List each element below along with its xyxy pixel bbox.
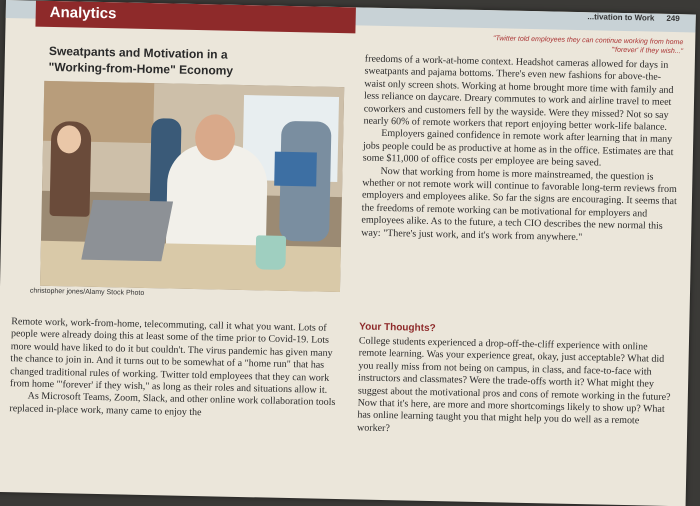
- photo-book: [274, 152, 317, 187]
- left-column: [9, 316, 341, 422]
- photo-credit: christopher jones/Alamy Stock Photo: [29, 287, 145, 297]
- family-photo: [40, 81, 344, 292]
- headline-line-2: "Working-from-Home" Economy: [48, 59, 234, 78]
- section-title: Analytics: [49, 3, 117, 23]
- running-head: [587, 12, 679, 23]
- article-headline: [48, 43, 339, 81]
- page-number: 249: [666, 13, 680, 24]
- section-tab: [35, 1, 355, 34]
- photo-laptop: [81, 200, 173, 261]
- running-head-text: ...tivation to Work: [587, 12, 655, 23]
- paragraph: Employers gained confidence in remote work after learning that in many jobs people could be as productive at home as in the office. Estimates are that some $11,000 of office costs per employee are being saved.: [362, 128, 674, 169]
- paragraph: Now that working from home is more mainstreamed, the question is whether or not remote work will continue to favorable long-term reviews from employers and employees alike. So far the signs are encouraging. It seems that the freedoms of remote working can be motivational for employers and employees alike. As to the future, a tech CIO describes the new normal this way: "There's just work, and it's work from anywhere.": [361, 165, 677, 243]
- photo-mug: [255, 235, 286, 270]
- your-thoughts-body: [357, 335, 675, 441]
- paragraph: As Microsoft Teams, Zoom, Slack, and other online work collaboration tools replaced in-place work, many came to enjoy the: [9, 390, 336, 419]
- right-column: [361, 54, 681, 247]
- pull-quote: "Twitter told employees they can continue working from home "'forever' if they wish...": [492, 35, 684, 56]
- your-thoughts-heading: Your Thoughts?: [359, 321, 436, 335]
- headline-line-1: Sweatpants and Motivation in a: [48, 43, 228, 62]
- paragraph: Remote work, work-from-home, telecommuting, call it what you want. Lots of people were already doing this at least some of the time prior to Covid-19. Lots more would have liked to do it but couldn't. The virus pandemic has given many the chance to join in. And it turns out to be somewhat of a "home run" that has changed traditional rules of working. Twitter told employees that they can work from home "'forever' if they wish," as long as their roles and situations allow it.: [9, 316, 333, 396]
- paragraph: freedoms of a work-at-home context. Headshot cameras allowed for days in sweatpants and pajama bottoms. There's even new fashions for above-the-waist only screen shots. Working at home brought more time with family and less reliance on daycare. Dreary commutes to work and airline travel to meet coworkers and customers fell by the wayside. Were they missed? Not so say nearly 60% of remote workers that report enjoying better work-life balance.: [363, 53, 674, 133]
- paragraph: College students experienced a drop-off-the-cliff experience with online remote learning. Was your experience great, okay, just acceptable? What did you really miss from not being on campus, in class, and face-to-face with instructors and classmates? Were the trade-offs worth it? What might they suggest about the motivational pros and cons of remote working in the future? Now that it's here, are more and more shortcomings likely to show up? What has online learning taught you that might help you do well as a remote worker?: [357, 335, 671, 434]
